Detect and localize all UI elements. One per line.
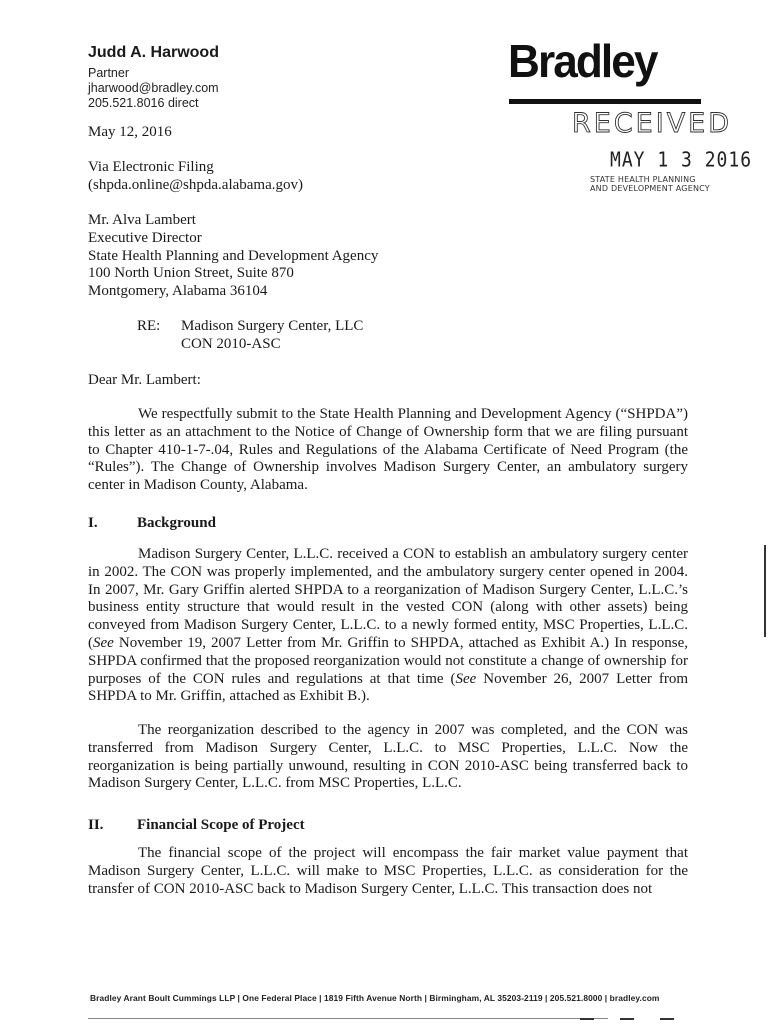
recipient-line: Mr. Alva Lambert [88, 212, 196, 228]
section-heading: Background [137, 515, 216, 531]
background-paragraph [88, 546, 688, 706]
reorganization-text: The reorganization described to the agency in 2007 was completed, and the CON was transferred from Madison Surgery Center, L.L.C. to MSC Properties, L.L.C. Now the reorganization is being partially unwound, resulting in CON 2010-ASC being transferred back to Madison Surgery Center, L.L.C. from MSC Properties, L.L.C. [88, 722, 688, 792]
stamp-agency-line2: AND DEVELOPMENT AGENCY [590, 184, 710, 193]
received-stamp-date: MAY 1 3 2016 [610, 148, 753, 173]
footer-dash [580, 1018, 594, 1020]
sender-name: Judd A. Harwood [88, 44, 219, 61]
footer-dash [660, 1018, 674, 1020]
recipient-line: Montgomery, Alabama 36104 [88, 283, 268, 300]
section-heading: Financial Scope of Project [137, 817, 305, 833]
recipient-line: Executive Director [88, 229, 202, 246]
citation-signal: See [93, 634, 114, 651]
received-stamp: RECEIVED [572, 108, 733, 139]
re-label: RE: [137, 318, 161, 334]
delivery-method [88, 159, 303, 195]
logo-underline [509, 99, 701, 104]
section-number: II. [88, 817, 104, 833]
recipient-address [88, 212, 378, 301]
citation-signal: See [455, 670, 477, 687]
delivery-email: (shpda.online@shpda.alabama.gov) [88, 176, 304, 193]
margin-mark [764, 545, 766, 637]
sender-email: jharwood@bradley.com [88, 81, 219, 95]
re-subject [181, 318, 363, 354]
background-text: Madison Surgery Center, L.L.C. received a CON to establish an ambulatory surgery center in 2002. The CON was properly implemented, and the ambulatory surgery center opened in 2004. In 2007, Mr. Gary Griffin alerted SHPDA to a reorganization of Madison Surgery Center, L.L.C.’s business entity structure that would result in the vested CON (along with other assets) being conveyed from Madison Surgery Center, L.L.C. to a newly formed entity, MSC Properties, L.L.C. ( [88, 546, 688, 651]
stamp-agency-line1: STATE HEALTH PLANNING [590, 175, 696, 184]
sender-phone: 205.521.8016 direct [88, 96, 199, 110]
footer-dash [620, 1018, 634, 1020]
salutation: Dear Mr. Lambert: [88, 372, 201, 388]
page-footer: Bradley Arant Boult Cummings LLP | One Federal Place | 1819 Fifth Avenue North | Birmingham, AL 35203-2119 | 205.521.8000 | bradley.com [90, 993, 660, 1003]
sender-title: Partner [88, 66, 129, 80]
intro-paragraph [88, 406, 688, 495]
letter-date: May 12, 2016 [88, 124, 172, 140]
received-stamp-agency [590, 175, 710, 193]
footer-rule [88, 1018, 608, 1019]
background-text: November 19, 2007 Letter from Mr. Griffin to SHPDA, attached as Exhibit A.) In response, SHPDA confirmed that the proposed reorganization would not constitute a change of ownership for purposes of the CON rules and regulations at that time ( [88, 634, 688, 687]
reorganization-paragraph [88, 722, 688, 793]
recipient-line: 100 North Union Street, Suite 870 [88, 265, 294, 282]
background-text: November 26, 2007 Letter from SHPDA to Mr. Griffin, attached as Exhibit B.). [88, 670, 688, 705]
re-subject-line: CON 2010-ASC [181, 335, 281, 352]
delivery-line: Via Electronic Filing [88, 159, 214, 175]
bradley-logo: Bradley [508, 35, 657, 87]
recipient-line: State Health Planning and Development Agency [88, 247, 379, 264]
sender-details [88, 66, 219, 111]
section-number: I. [88, 515, 98, 531]
financial-scope-paragraph [88, 845, 688, 898]
intro-paragraph-text: We respectfully submit to the State Health Planning and Development Agency (“SHPDA”) this letter as an attachment to the Notice of Change of Ownership form that we are filing pursuant to Chapter 410-1-7-.04, Rules and Regulations of the Alabama Certificate of Need Program (the “Rules”). The Change of Ownership involves Madison Surgery Center, an ambulatory surgery center in Madison County, Alabama. [88, 406, 688, 494]
re-subject-line: Madison Surgery Center, LLC [181, 318, 364, 334]
financial-scope-text: The financial scope of the project will encompass the fair market value payment that Madison Surgery Center, L.L.C. will make to MSC Properties, L.L.C. as consideration for the transfer of CON 2010-ASC back to Madison Surgery Center, L.L.C. This transaction does not [88, 845, 688, 897]
